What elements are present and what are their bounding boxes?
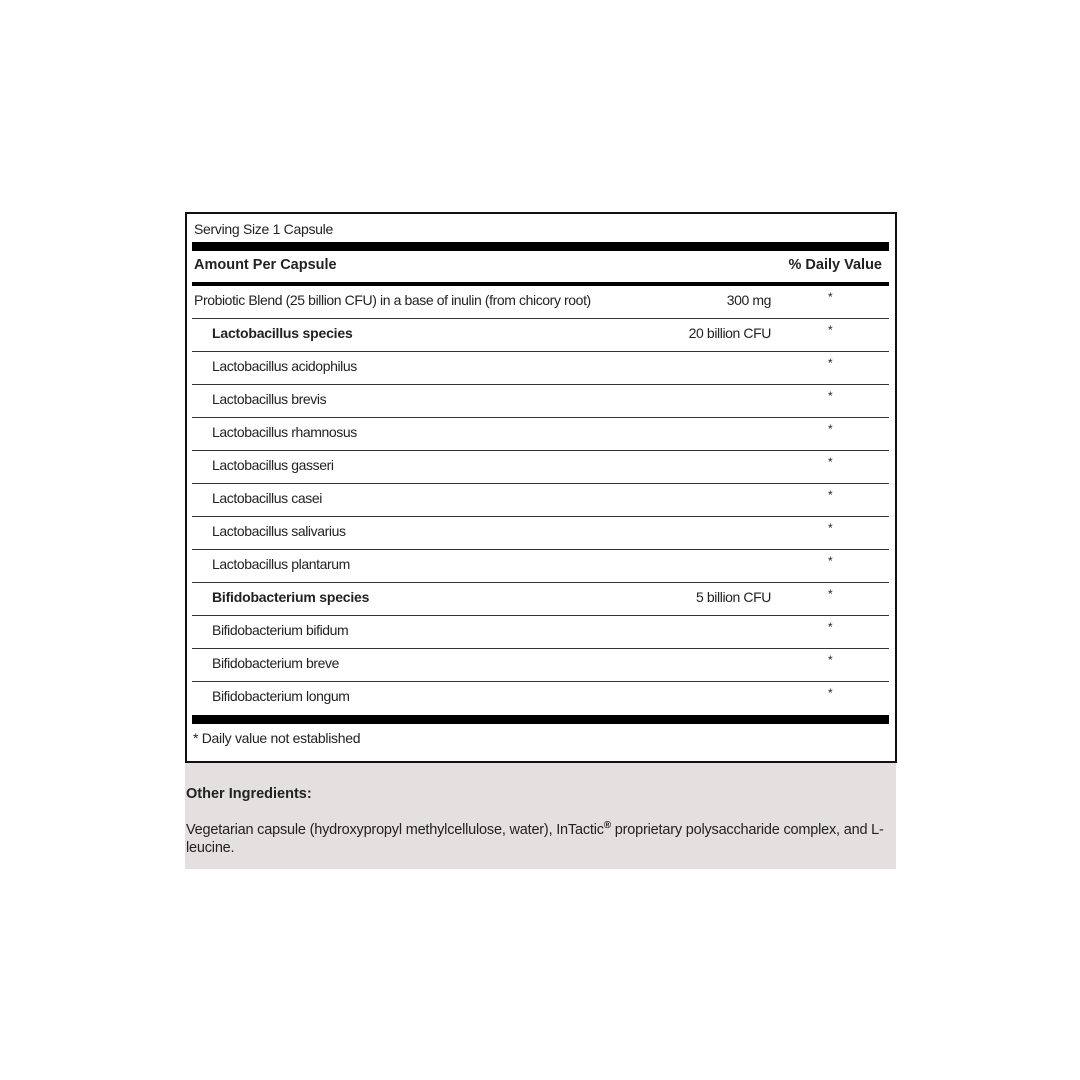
table-row [192, 385, 889, 418]
other-ingredients-title: Other Ingredients: [186, 786, 312, 802]
table-row [192, 319, 889, 352]
other-ingredients-text [186, 817, 888, 857]
table-header-row [187, 251, 895, 283]
ingredient-rows [187, 286, 895, 715]
ingredient-name: Lactobacillus acidophilus [212, 358, 357, 374]
daily-value-cell: * [828, 290, 833, 304]
table-row [192, 451, 889, 484]
table-row [192, 418, 889, 451]
other-ingredients-text-part1: Vegetarian capsule (hydroxypropyl methylcellulose, water), InTactic [186, 821, 604, 838]
registered-mark: ® [603, 820, 611, 831]
ingredient-amount: 20 billion CFU [688, 325, 771, 341]
serving-size-label: Serving Size 1 Capsule [194, 221, 333, 237]
ingredient-name: Bifidobacterium species [212, 589, 370, 605]
daily-value-cell: * [828, 356, 833, 370]
ingredient-name: Lactobacillus salivarius [212, 523, 346, 539]
daily-value-cell: * [828, 554, 833, 568]
table-row [192, 352, 889, 385]
daily-value-cell: * [828, 521, 833, 535]
ingredient-name: Bifidobacterium bifidum [212, 622, 349, 638]
daily-value-cell: * [828, 587, 833, 601]
daily-value-cell: * [828, 422, 833, 436]
table-row [192, 286, 889, 319]
ingredient-amount: 5 billion CFU [696, 589, 771, 605]
ingredient-name: Lactobacillus brevis [212, 391, 327, 407]
ingredient-name: Lactobacillus casei [212, 490, 322, 506]
table-row [192, 517, 889, 550]
ingredient-name: Lactobacillus plantarum [212, 556, 350, 572]
thick-divider-top [192, 242, 889, 251]
ingredient-name: Lactobacillus rhamnosus [212, 424, 357, 440]
daily-value-cell: * [828, 455, 833, 469]
ingredient-name: Lactobacillus species [212, 325, 353, 341]
supplement-facts-table [185, 212, 897, 763]
daily-value-cell: * [828, 389, 833, 403]
other-ingredients-text-part2: proprietary polysaccharide complex, and L-leucine. [186, 821, 884, 856]
thick-divider-bottom [192, 715, 889, 724]
daily-value-header: % Daily Value [788, 257, 882, 273]
table-row [192, 484, 889, 517]
table-row [192, 583, 889, 616]
amount-per-capsule-header: Amount Per Capsule [194, 257, 337, 273]
ingredient-name: Bifidobacterium breve [212, 655, 339, 671]
daily-value-cell: * [828, 488, 833, 502]
daily-value-cell: * [828, 686, 833, 700]
ingredient-amount: 300 mg [726, 292, 771, 308]
ingredient-name: Probiotic Blend (25 billion CFU) in a base of inulin (from chicory root) [194, 292, 591, 308]
ingredient-name: Bifidobacterium longum [212, 688, 350, 704]
footnote: * Daily value not established [193, 730, 361, 746]
daily-value-cell: * [828, 323, 833, 337]
table-row [192, 649, 889, 682]
table-row [192, 682, 889, 715]
ingredient-name: Lactobacillus gasseri [212, 457, 334, 473]
daily-value-cell: * [828, 653, 833, 667]
table-row [192, 550, 889, 583]
table-row [192, 616, 889, 649]
daily-value-cell: * [828, 620, 833, 634]
